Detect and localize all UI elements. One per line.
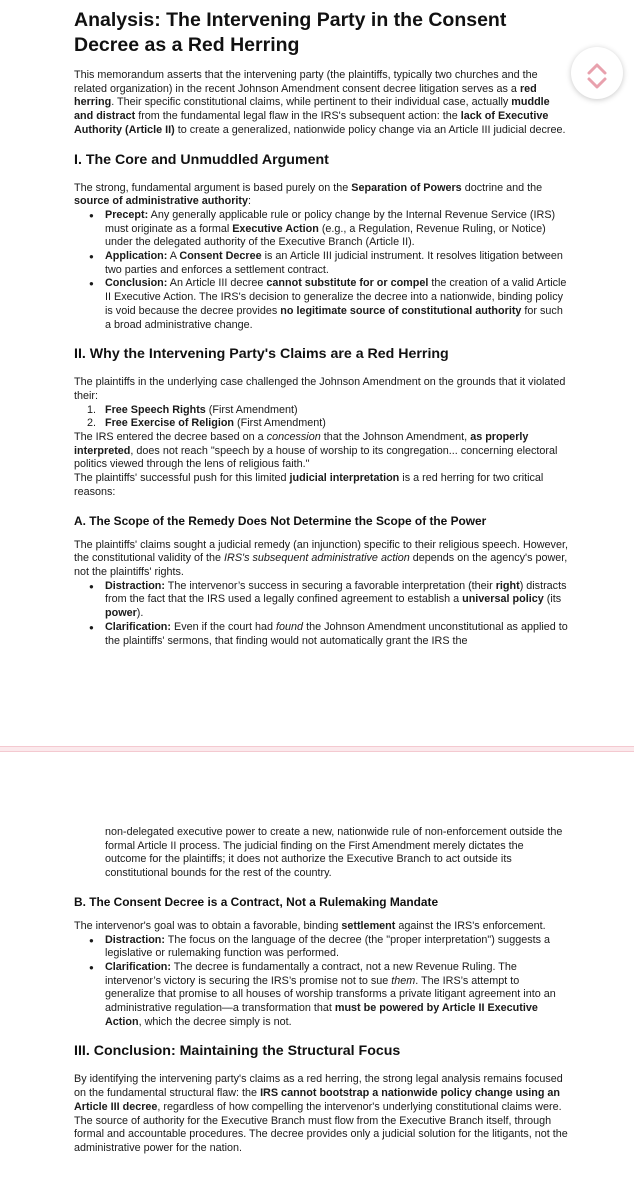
text-run: , which the decree simply is not.	[138, 1015, 292, 1028]
chevron-down-icon[interactable]	[589, 79, 605, 87]
italic-text: found	[276, 620, 304, 633]
bold-text: settlement	[341, 919, 396, 932]
text-run: :	[248, 195, 251, 208]
conclusion-paragraph	[74, 1073, 568, 1155]
italic-text: concession	[266, 431, 321, 444]
text-run: the Johnson Amendment unconstitutional as applied to the plaintiffs' sermons, that finding would not automatically grant the IRS the	[105, 620, 568, 647]
bold-text: Application:	[105, 250, 168, 263]
section-3-heading: III. Conclusion: Maintaining the Structural Focus	[74, 1043, 401, 1060]
numbered-item	[74, 417, 568, 431]
scroll-navigation-button[interactable]	[571, 47, 623, 99]
text-run: ).	[136, 607, 144, 620]
section-2-heading: II. Why the Intervening Party's Claims are a Red Herring	[74, 346, 449, 363]
subsection-b-lead	[74, 920, 568, 934]
italic-text: IRS's subsequent administrative action	[224, 552, 410, 565]
bold-text: Conclusion:	[105, 277, 168, 290]
scroll-chevrons	[571, 47, 623, 99]
item-text	[105, 417, 326, 429]
text-run: The intervenor’s success in securing a favorable interpretation (their	[165, 579, 496, 592]
page-2-content	[74, 826, 568, 1156]
text-run: (e.g., a Regulation, Revenue Ruling, or Notice) under the delegated authority of the Executive Branch (Article II).	[105, 222, 546, 249]
bold-text: red herring	[74, 82, 537, 109]
bold-text: Separation of Powers	[351, 181, 462, 194]
subsection-a-list	[74, 580, 568, 649]
text-run: This memorandum asserts that the intervening party (the plaintiffs, typically two churches and the related organization) in the recent Johnson Amendment consent decree litigation serves as a	[74, 69, 538, 95]
text-run: (First Amendment)	[234, 417, 326, 430]
section-2-paragraph	[74, 472, 568, 499]
bold-text: power	[105, 607, 137, 620]
bold-text: no legitimate source of constitutional authority	[280, 304, 522, 317]
text-run: Any generally applicable rule or policy change by the Internal Revenue Service (IRS) must originate as a formal	[105, 208, 556, 235]
bold-text: must be powered by Article II Executive Action	[105, 1002, 538, 1028]
text-run: . Their specific constitutional claims, while pertinent to their individual case, actually	[111, 96, 512, 109]
section-1-lead	[74, 182, 568, 209]
section-2-paragraph	[74, 431, 568, 472]
text-run: The decree is fundamentally a contract, not a new Revenue Ruling. The intervenor’s victory is securing the IRS’s promise not to sue	[105, 960, 517, 987]
bold-text: judicial interpretation	[289, 472, 400, 485]
section-2-numbered-list	[74, 404, 568, 431]
text-run: (its	[543, 593, 562, 606]
text-run: (First Amendment)	[205, 403, 298, 416]
list-item	[74, 961, 568, 1030]
text-run: The plaintiffs' successful push for this limited	[74, 472, 290, 485]
text-run: is a red herring for two critical reasons:	[74, 472, 544, 498]
bold-text: Precept:	[105, 208, 149, 221]
text-run: to create a generalized, nationwide policy change via an Article III judicial decree.	[174, 123, 566, 136]
bold-text: Distraction:	[105, 579, 165, 592]
bold-text: Consent Decree	[179, 250, 262, 263]
text-run: , regardless of how compelling the intervenor's underlying constitutional claims were. The source of authority for the Executive Branch must flow from the Executive Branch itself, through formal and accountable procedures. The decree provides only a judicial solution for the litigants, not the administrative power for the nation.	[74, 1100, 568, 1154]
text-run: A	[167, 250, 180, 263]
text-run: The IRS entered the decree based on a	[74, 431, 267, 444]
list-item	[74, 277, 568, 332]
bold-text: right	[495, 579, 520, 592]
bold-text: Clarification:	[105, 620, 171, 633]
text-run: The plaintiffs in the underlying case challenged the Johnson Amendment on the grounds that it violated their:	[74, 376, 566, 402]
bold-text: Executive Action	[232, 222, 319, 235]
list-item	[74, 209, 568, 250]
text-run: . The IRS’s attempt to generalize that promise to all houses of worship transforms a private litigant agreement into an administrative regulation—a transformation that	[105, 974, 556, 1015]
list-item-continuation: non-delegated executive power to create a new, nationwide rule of non-enforcement outside the formal Article II process. The judicial finding on the First Amendment merely dictates the outcome for the plaintiffs; it does not authorize the Executive Branch to act outside its constitutional bounds for the rest of the country.	[105, 826, 563, 880]
item-text	[105, 404, 298, 416]
text-run: The plaintiffs' claims sought a judicial remedy (an injunction) specific to their religious speech. However, the constitutional validity of the	[74, 538, 568, 565]
chevron-up-icon[interactable]	[589, 65, 605, 73]
text-run: doctrine and the	[461, 181, 543, 194]
document-page-2	[0, 752, 634, 1200]
document-title: Analysis: The Intervening Party in the Consent Decree as a Red Herring	[74, 9, 507, 56]
list-item	[74, 934, 568, 961]
bold-text: Free Speech Rights	[105, 403, 206, 416]
text-run: The intervenor's goal was to obtain a favorable, binding	[74, 919, 342, 932]
section-2-lead	[74, 376, 568, 403]
list-item	[74, 250, 568, 277]
text-run: , does not reach "speech by a house of worship to its congregation... concerning electoral politics viewed through the lens of religious faith."	[74, 444, 558, 471]
page-1-content	[74, 8, 568, 648]
bold-text: Distraction:	[105, 933, 165, 946]
text-run: ) distracts from the fact that the IRS used a legally confined agreement to establish a	[105, 579, 567, 606]
intro-paragraph	[74, 69, 568, 138]
bold-text: Free Exercise of Religion	[105, 417, 235, 430]
section-1-heading: I. The Core and Unmuddled Argument	[74, 151, 329, 168]
bold-text: lack of Executive Authority (Article II)	[74, 110, 549, 136]
subsection-a-heading: A. The Scope of the Remedy Does Not Determine the Scope of the Power	[74, 513, 487, 528]
text-run: The strong, fundamental argument is based purely on the	[74, 181, 352, 194]
bold-text: cannot substitute for or compel	[266, 277, 429, 290]
list-item	[74, 621, 568, 648]
bold-text: universal policy	[462, 593, 544, 606]
section-1-list	[74, 209, 568, 332]
item-number: 2.	[87, 417, 97, 430]
text-run: the creation of a valid Article II Executive Action. The IRS's decision to generalize the decree into a nationwide, binding policy is void because the decree provides	[105, 277, 567, 317]
bold-text: muddle and distract	[74, 96, 550, 123]
bold-text: as properly interpreted	[74, 431, 529, 457]
text-run: depends on the agency's power, not the plaintiffs' rights.	[74, 552, 568, 578]
numbered-item	[74, 404, 568, 418]
list-item	[74, 580, 568, 621]
text-run: against the IRS's enforcement.	[395, 919, 546, 932]
item-number: 1.	[87, 403, 97, 416]
text-run: By identifying the intervening party's claims as a red herring, the strong legal analysis remains focused on the fundamental structural flaw: the	[74, 1073, 563, 1100]
text-run: The focus on the language of the decree (the "proper interpretation") suggests a legislative or rulemaking function was performed.	[105, 933, 551, 960]
italic-text: them	[391, 974, 416, 987]
bold-text: IRS cannot bootstrap a nationwide policy change using an Article III decree	[74, 1087, 561, 1113]
text-run: Even if the court had	[171, 620, 277, 633]
bold-text: Clarification:	[105, 960, 171, 973]
subsection-a-lead	[74, 539, 568, 580]
text-run: from the fundamental legal flaw in the IRS's subsequent action: the	[135, 110, 461, 123]
text-run: An Article III decree	[167, 277, 267, 290]
text-run: for such a broad administrative change.	[105, 304, 563, 331]
bold-text: source of administrative authority	[74, 195, 248, 208]
text-run: is an Article III judicial instrument. It resolves litigation between two parties and enforces a settlement contract.	[105, 250, 563, 276]
subsection-b-list	[74, 934, 568, 1030]
subsection-b-heading: B. The Consent Decree is a Contract, Not a Rulemaking Mandate	[74, 894, 439, 909]
text-run: that the Johnson Amendment,	[320, 431, 471, 444]
